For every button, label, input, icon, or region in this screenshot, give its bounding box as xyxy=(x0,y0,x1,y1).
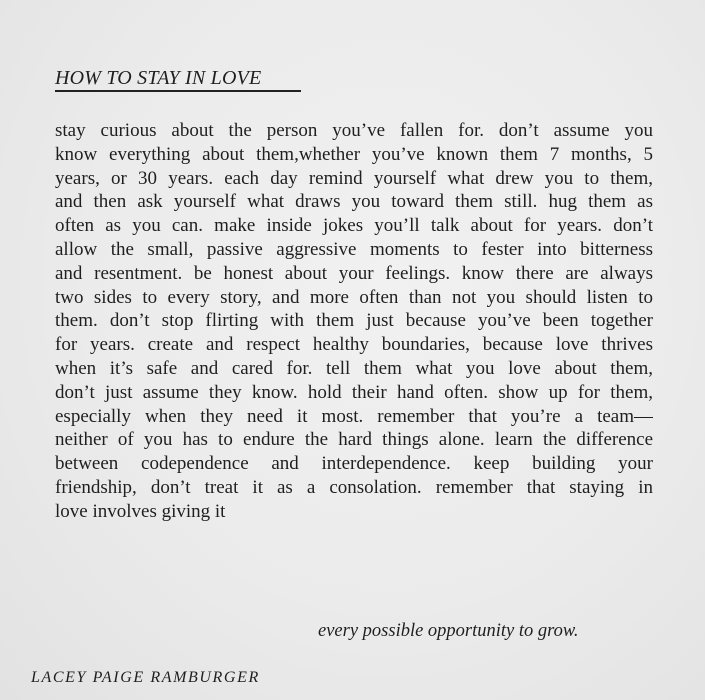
body-line: between codependence and interdependence. keep building your xyxy=(55,453,653,475)
body-line: love involves giving it xyxy=(55,500,226,522)
body-line: allow the small, passive aggressive moments to fester into bitterness xyxy=(55,238,653,260)
body-line: for years. create and respect healthy boundaries, because love thrives xyxy=(55,334,653,356)
body-line: often as you can. make inside jokes you’ll talk about for years. don’t xyxy=(55,215,653,237)
body-line: two sides to every story, and more often than not you should listen to xyxy=(55,286,653,308)
body-line: stay curious about the person you’ve fallen for. don’t assume you xyxy=(55,120,653,141)
author-name: LACEY PAIGE RAMBURGER xyxy=(31,669,260,686)
body-line: and then ask yourself what draws you toward them still. hug them as xyxy=(55,191,653,213)
document-title: HOW TO STAY IN LOVE xyxy=(55,67,262,89)
closing-line: every possible opportunity to grow. xyxy=(318,621,579,641)
body-line: them. don’t stop flirting with them just because you’ve been together xyxy=(55,310,653,332)
title-underline xyxy=(55,90,301,92)
body-line: friendship, don’t treat it as a consolation. remember that staying in xyxy=(55,476,653,498)
body-line: don’t just assume they know. hold their hand often. show up for them, xyxy=(55,381,653,403)
body-line: especially when they need it most. remember that you’re a team— xyxy=(55,405,653,427)
body-line: when it’s safe and cared for. tell them what you love about them, xyxy=(55,357,653,379)
body-line: and resentment. be honest about your feelings. know there are always xyxy=(55,262,653,284)
body-line: know everything about them,whether you’ve known them 7 months, 5 xyxy=(55,143,653,165)
body-paragraph xyxy=(55,119,653,524)
body-line: years, or 30 years. each day remind yourself what drew you to them, xyxy=(55,167,653,189)
body-line: neither of you has to endure the hard things alone. learn the difference xyxy=(55,429,653,451)
